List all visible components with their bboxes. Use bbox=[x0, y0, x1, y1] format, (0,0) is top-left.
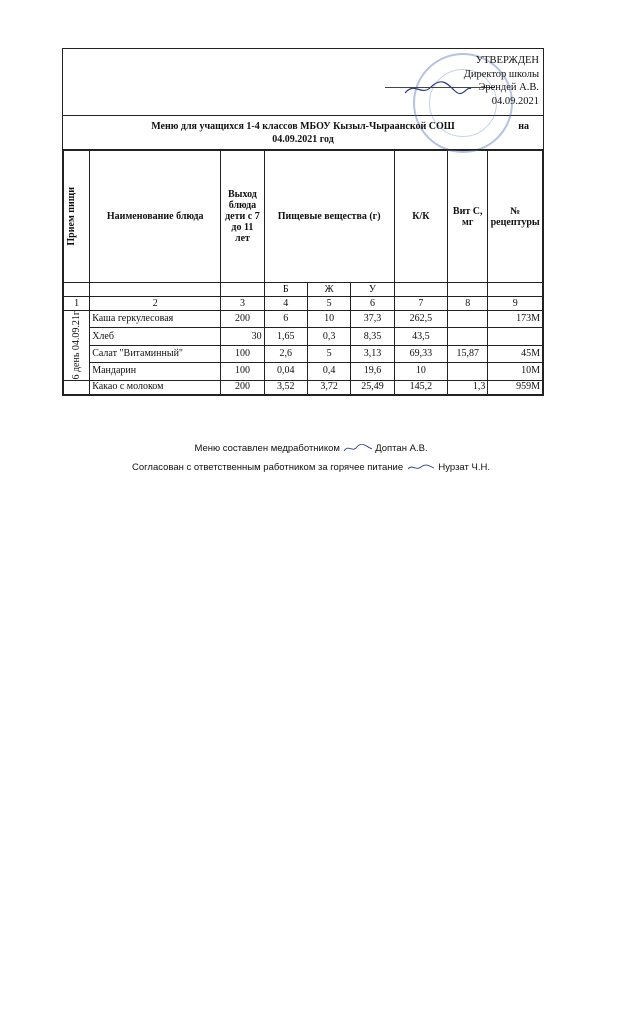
table-row bbox=[64, 363, 543, 380]
dish-name: Хлеб bbox=[90, 328, 221, 345]
dish-kk: 69,33 bbox=[394, 345, 447, 362]
dish-name: Мандарин bbox=[90, 363, 221, 380]
dish-b: 6 bbox=[264, 311, 307, 328]
footer-agreed-by: Согласован с ответственным работником за горячее питание bbox=[132, 462, 404, 473]
subheader-zh: Ж bbox=[307, 283, 350, 297]
dish-u: 19,6 bbox=[351, 363, 394, 380]
menu-title-date: 04.09.2021 год bbox=[272, 134, 334, 145]
header-kk: К/К bbox=[394, 151, 447, 283]
footer-line-1 bbox=[0, 443, 622, 454]
header-vitc: Вит С, мг bbox=[448, 151, 488, 283]
header-name: Наименование блюда bbox=[90, 151, 221, 283]
dish-b: 3,52 bbox=[264, 380, 307, 394]
dish-vitc: 15,87 bbox=[448, 345, 488, 362]
column-numbers-row bbox=[64, 297, 543, 311]
subheader-row bbox=[64, 283, 543, 297]
menu-title bbox=[63, 116, 543, 150]
table-row bbox=[64, 311, 543, 328]
header-recipe: № рецептуры bbox=[488, 151, 543, 283]
col-num: 8 bbox=[448, 297, 488, 311]
col-num: 2 bbox=[90, 297, 221, 311]
footer-responsible-name: Нурзат Ч.Н. bbox=[438, 462, 490, 473]
dish-zh: 0,4 bbox=[307, 363, 350, 380]
footer-prepared-by: Меню составлен медработником bbox=[194, 443, 340, 454]
dish-recipe: 959М bbox=[488, 380, 543, 394]
dish-zh: 0,3 bbox=[307, 328, 350, 345]
dish-yield: 100 bbox=[221, 345, 264, 362]
dish-name: Салат "Витаминный" bbox=[90, 345, 221, 362]
col-num: 5 bbox=[307, 297, 350, 311]
col-num: 3 bbox=[221, 297, 264, 311]
approval-text bbox=[464, 54, 539, 108]
dish-u: 37,3 bbox=[351, 311, 394, 328]
dish-vitc bbox=[448, 311, 488, 328]
table-row bbox=[64, 328, 543, 345]
col-num: 9 bbox=[488, 297, 543, 311]
dish-zh: 3,72 bbox=[307, 380, 350, 394]
dish-yield: 30 bbox=[221, 328, 264, 345]
dish-recipe bbox=[488, 328, 543, 345]
table-row bbox=[64, 380, 543, 394]
menu-table bbox=[63, 150, 543, 395]
footer-line-2 bbox=[0, 462, 622, 473]
dish-kk: 145,2 bbox=[394, 380, 447, 394]
dish-vitc: 1,3 bbox=[448, 380, 488, 394]
approval-date: 04.09.2021 bbox=[491, 95, 539, 107]
dish-b: 0,04 bbox=[264, 363, 307, 380]
approval-block bbox=[63, 49, 543, 116]
col-num: 7 bbox=[394, 297, 447, 311]
dish-name: Какао с молоком bbox=[90, 380, 221, 394]
dish-name: Каша геркулесовая bbox=[90, 311, 221, 328]
subheader-b: Б bbox=[264, 283, 307, 297]
table-row bbox=[64, 345, 543, 362]
col-num: 6 bbox=[351, 297, 394, 311]
subheader-u: У bbox=[351, 283, 394, 297]
table-header-row bbox=[64, 151, 543, 283]
responsible-signature-icon bbox=[406, 463, 436, 472]
dish-kk: 43,5 bbox=[394, 328, 447, 345]
menu-title-main: Меню для учащихся 1-4 классов МБОУ Кызыл-Чыраанской СОШ bbox=[151, 121, 455, 132]
approval-title: УТВЕРЖДЕН bbox=[475, 55, 539, 66]
dish-vitc bbox=[448, 363, 488, 380]
day-label: 6 день 04.09.21г bbox=[64, 311, 90, 381]
director-signature-icon bbox=[403, 79, 473, 99]
dish-recipe: 10М bbox=[488, 363, 543, 380]
dish-u: 3,13 bbox=[351, 345, 394, 362]
menu-document bbox=[62, 48, 544, 396]
approval-position: Директор школы bbox=[463, 68, 539, 80]
medic-signature-icon bbox=[343, 444, 373, 453]
approval-person: Эрендей А.В. bbox=[478, 82, 539, 93]
menu-title-suffix: на bbox=[518, 121, 529, 132]
dish-kk: 10 bbox=[394, 363, 447, 380]
col-num: 4 bbox=[264, 297, 307, 311]
dish-yield: 200 bbox=[221, 311, 264, 328]
dish-zh: 5 bbox=[307, 345, 350, 362]
dish-b: 2,6 bbox=[264, 345, 307, 362]
dish-u: 25,49 bbox=[351, 380, 394, 394]
footer-medic-name: Доптан А.В. bbox=[375, 443, 428, 454]
dish-vitc bbox=[448, 328, 488, 345]
header-yield: Выход блюда дети с 7 до 11 лет bbox=[221, 151, 264, 283]
dish-recipe: 173М bbox=[488, 311, 543, 328]
dish-u: 8,35 bbox=[351, 328, 394, 345]
header-nutrients: Пищевые вещества (г) bbox=[264, 151, 394, 283]
dish-yield: 100 bbox=[221, 363, 264, 380]
header-priem: Прием пищи bbox=[64, 151, 90, 283]
col-num: 1 bbox=[64, 297, 90, 311]
dish-kk: 262,5 bbox=[394, 311, 447, 328]
dish-b: 1,65 bbox=[264, 328, 307, 345]
dish-yield: 200 bbox=[221, 380, 264, 394]
dish-recipe: 45М bbox=[488, 345, 543, 362]
dish-zh: 10 bbox=[307, 311, 350, 328]
